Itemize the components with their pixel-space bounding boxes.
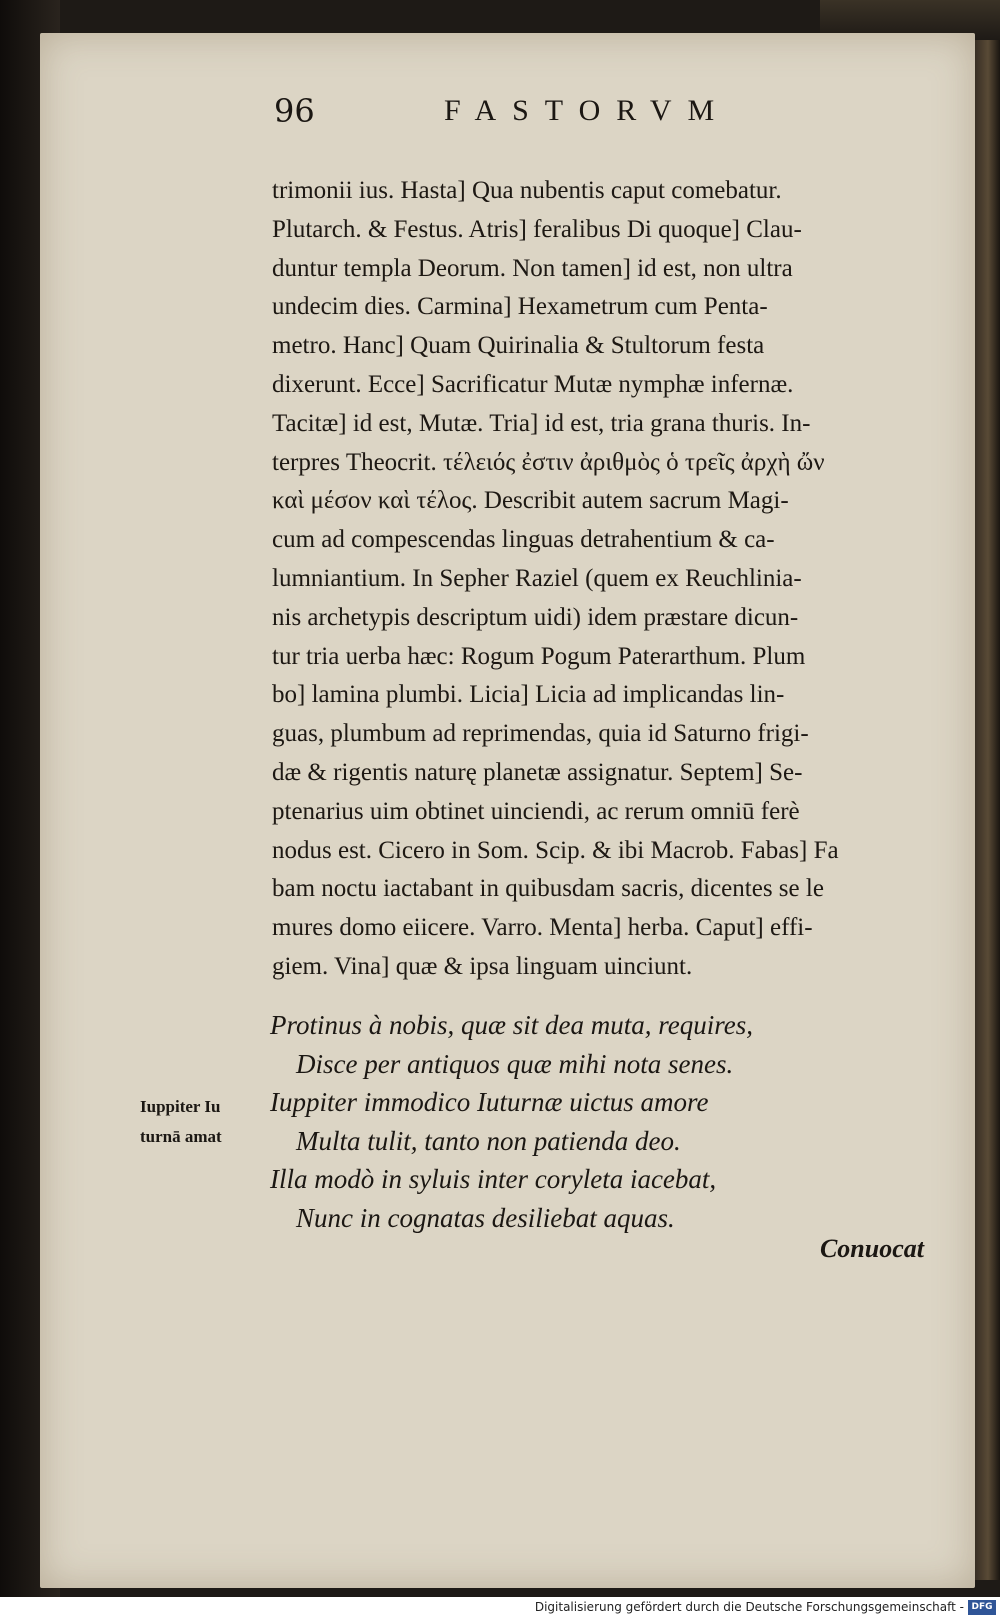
commentary-line: bam noctu iactabant in quibusdam sacris, dicentes se le — [272, 875, 824, 903]
marginal-note — [140, 1092, 270, 1152]
commentary-line: dixerunt. Ecce] Sacrificatur Mutæ nymphæ infernæ. — [272, 370, 794, 398]
commentary-line: metro. Hanc] Quam Quirinalia & Stultorum festa — [272, 332, 765, 360]
commentary-line: trimonii ius. Hasta] Qua nubentis caput comebatur. — [272, 177, 782, 204]
verse-line: Illa modò in syluis inter coryleta iacebat, — [270, 1164, 717, 1194]
commentary-line: nis archetypis descriptum uidi) idem præstare dicun- — [272, 603, 799, 631]
verse-line: Nunc in cognatas desiliebat aquas. — [296, 1202, 675, 1233]
catchword: Conuocat — [819, 1234, 924, 1263]
verse-line: Multa tulit, tanto non patienda deo. — [296, 1125, 681, 1156]
footer-credit-text: Digitalisierung gefördert durch die Deutsche Forschungsgemeinschaft - — [534, 1600, 964, 1614]
verse-line: Iuppiter immodico Iuturnæ uictus amore — [270, 1087, 709, 1117]
marginal-note-line: Iuppiter Iu — [140, 1097, 221, 1116]
page-header — [230, 92, 930, 142]
commentary-line-greek: καὶ μέσον καὶ τέλος. Describit autem sacrum Magi- — [272, 487, 789, 515]
verse-line: Protinus à nobis, quæ sit dea muta, requires, — [270, 1010, 754, 1040]
commentary-line: ptenarius uim obtinet uinciendi, ac rerum omniū ferè — [272, 797, 800, 825]
marginal-note-line: turnā amat — [140, 1127, 222, 1146]
dfg-logo-badge: DFG — [968, 1600, 996, 1615]
commentary-line: giem. Vinа] quæ & ipsa linguam uinciunt. — [272, 952, 693, 980]
commentary-line: undecim dies. Carmina] Hexametrum cum Penta- — [272, 293, 768, 321]
commentary-line: bo] lamina plumbi. Licia] Licia ad implicandas lin- — [272, 681, 785, 709]
commentary-line: dæ & rigentis naturę planetæ assignatur. Septem] Se- — [272, 758, 803, 786]
running-title: FASTORVM — [444, 94, 731, 127]
commentary-line: mures domo eiicere. Varro. Menta] herba. Caput] effi- — [272, 914, 813, 942]
commentary-line: duntur templa Deorum. Non tamen] id est, non ultra — [272, 254, 793, 282]
commentary-text-block — [272, 172, 932, 987]
poem-verses — [270, 1006, 930, 1237]
commentary-line-greek: terpres Theocrit. τέλειός ἐστιν ἀριθμὸς ὁ τρεῖς ἀρχὴ ὤν — [272, 448, 825, 476]
commentary-line: tur tria uerba hæc: Rogum Pogum Paterarthum. Plum — [272, 642, 806, 670]
digitization-footer — [0, 1597, 1000, 1620]
page-number: 96 — [274, 92, 315, 130]
commentary-line: guas, plumbum ad reprimendas, quia id Saturno frigi- — [272, 720, 809, 748]
commentary-line: nodus est. Cicero in Som. Scip. & ibi Macrob. Fabas] Fa — [272, 836, 839, 864]
commentary-line: Tacitæ] id est, Mutæ. Tria] id est, tria grana thuris. In- — [272, 409, 811, 437]
commentary-line: cum ad compescendas linguas detrahentium & ca- — [272, 526, 775, 554]
verse-line: Disce per antiquos quæ mihi nota senes. — [296, 1048, 734, 1079]
commentary-line: Plutarch. & Festus. Atris] feralibus Di quoque] Clau- — [272, 215, 802, 243]
commentary-line: lumniantium. In Sepher Raziel (quem ex Reuchlinia- — [272, 564, 802, 592]
